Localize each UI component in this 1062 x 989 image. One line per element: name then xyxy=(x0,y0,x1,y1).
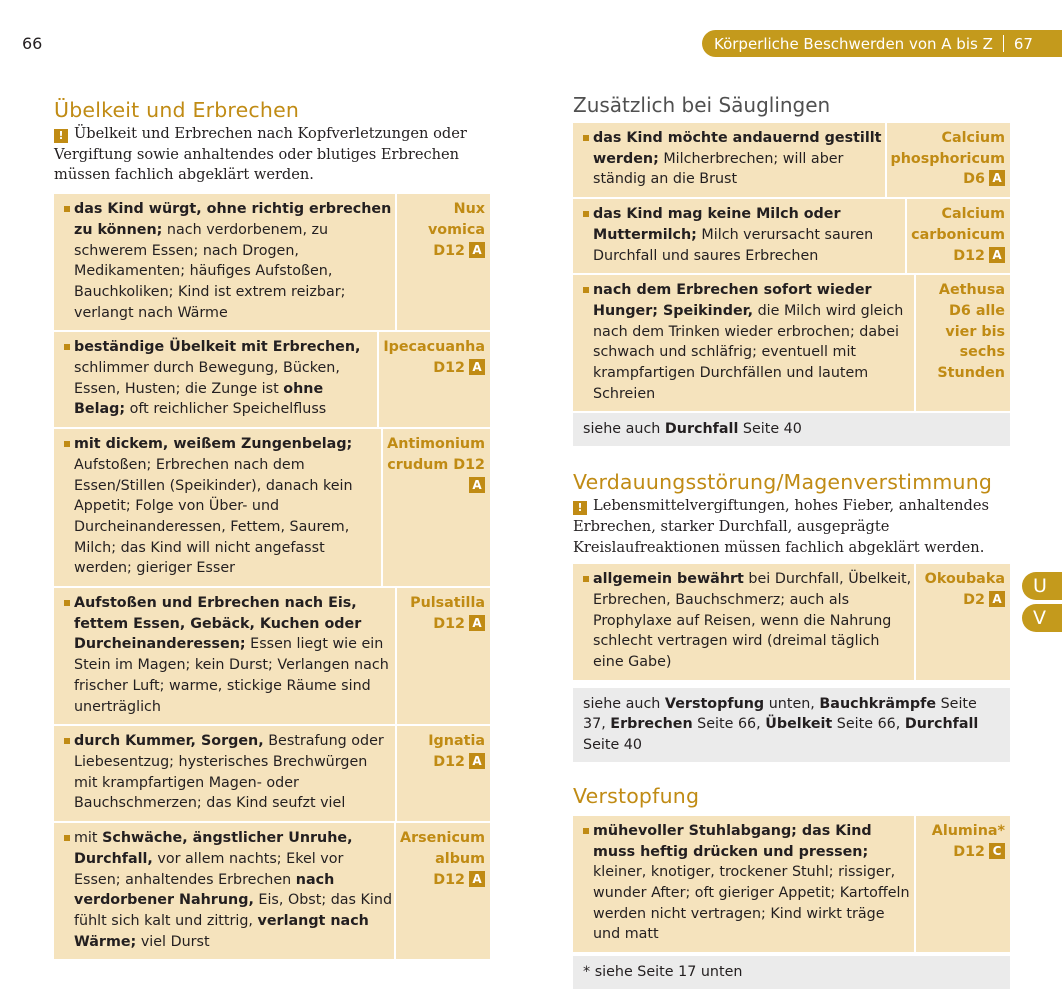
symptom-cell xyxy=(573,275,914,411)
remedy-cell xyxy=(887,123,1010,197)
symptom-text: Bestrafung oder Liebesentzug; hysterisches Brechwürgen mit krampfartigen Magen- oder Bauchschmerzen; das Kind seufzt viel xyxy=(74,733,384,812)
remedy-cell xyxy=(396,823,490,959)
footnote: * siehe Seite 17 unten xyxy=(573,956,1010,989)
potency-badge: A xyxy=(469,753,485,769)
bullet-icon xyxy=(583,287,589,293)
symptom-text: Aufstoßen; Erbrechen nach dem Essen/Stillen (Speikinder), danach kein Appetit; Folge von Über- und Durcheinanderessen, Fettem, Saurem, Milch; das Kind will nicht angefasst werden; gieriger Esser xyxy=(74,456,353,577)
symptom-text: bei Durchfall, Übelkeit, Erbrechen, Bauchschmerz; auch als Prophylaxe auf Reisen, wenn die Nahrung schlecht vertragen wird (dreimal täglich eine Gabe) xyxy=(593,571,912,671)
symptom-cell xyxy=(54,429,381,586)
remedy-name: Ipecacuanha D12 xyxy=(383,339,485,377)
symptom-keywords: durch Kummer, Sorgen, xyxy=(74,733,264,750)
warning-text: Übelkeit und Erbrechen nach Kopfverletzungen oder Vergiftung sowie anhaltendes oder blutiges Erbrechen müssen fachlich abgeklärt werden. xyxy=(54,125,467,184)
table-row xyxy=(54,429,490,586)
remedy-cell xyxy=(397,194,490,330)
see-also-infants: siehe auch Durchfall Seite 40 xyxy=(573,413,1010,446)
table-row xyxy=(54,726,490,821)
symptom-text: Milch verursacht sauren Durchfall und saures Erbrechen xyxy=(593,226,874,264)
remedy-cell xyxy=(397,726,490,821)
remedy-name: Nux vomica D12 xyxy=(427,201,485,259)
table-row xyxy=(573,199,1010,273)
bullet-icon xyxy=(64,600,70,606)
running-header xyxy=(702,30,1062,57)
bullet-icon xyxy=(583,135,589,141)
potency-badge: C xyxy=(989,843,1005,859)
warning-text: Lebensmittelvergiftungen, hohes Fieber, anhaltendes Erbrechen, starker Durchfall, ausgeprägte Kreislaufreaktionen müssen fachlich abgeklärt werden. xyxy=(573,497,989,556)
symptom-cell xyxy=(573,123,885,197)
symptom-keywords: mühevoller Stuhlabgang; das Kind muss heftig drücken und pressen; xyxy=(593,822,872,860)
symptom-cell xyxy=(54,823,394,959)
remedy-name: Antimonium crudum D12 xyxy=(387,436,485,473)
warning-indigestion xyxy=(573,496,1010,558)
symptom-cell xyxy=(573,564,914,680)
symptom-cell xyxy=(54,194,395,330)
table-row xyxy=(54,588,490,724)
potency-badge: A xyxy=(469,359,485,375)
left-column xyxy=(54,96,490,961)
symptom-text: Essen liegt wie ein Stein im Magen; kein Durst; Verlangen nach frischer Luft; warme, stickige Räume sind unerträglich xyxy=(74,636,389,715)
remedy-cell xyxy=(379,332,490,427)
section-title-constipation: Verstopfung xyxy=(573,783,700,808)
symptom-text: mit xyxy=(74,830,103,847)
potency-badge: A xyxy=(469,615,485,631)
remedy-name: Okoubaka D2 xyxy=(924,571,1005,608)
symptom-text: Milcherbrechen; will aber ständig an die Brust xyxy=(593,150,844,188)
symptom-keywords: das Kind mag keine Milch oder Muttermilch; xyxy=(593,206,841,243)
remedy-name: Pulsatilla D12 xyxy=(410,595,485,632)
symptom-keywords: mit dickem, weißem Zungenbelag; xyxy=(74,436,353,453)
remedy-table-infants xyxy=(573,123,1010,411)
table-row xyxy=(573,816,1010,952)
symptom-text: die Milch wird gleich nach dem Trinken wieder erbrochen; dabei schwach und schläfrig; eventuell mit krampfartigen Durchfällen und lautem Schreien xyxy=(593,302,904,402)
symptom-text: viel Durst xyxy=(136,933,210,950)
remedy-cell xyxy=(916,564,1010,680)
page-number-left: 66 xyxy=(22,34,43,53)
symptom-text: vor allem nachts; Ekel vor Essen; anhaltendes Erbrechen xyxy=(74,850,344,888)
symptom-cell xyxy=(54,726,395,821)
bullet-icon xyxy=(64,738,70,744)
warning-icon: ! xyxy=(54,129,68,143)
bullet-icon xyxy=(583,828,589,834)
symptom-keywords: beständige Übelkeit mit Erbrechen, xyxy=(74,339,361,356)
symptom-keywords: allgemein bewährt xyxy=(593,571,744,588)
remedy-table-constipation xyxy=(573,816,1010,952)
table-row xyxy=(54,823,490,959)
bullet-icon xyxy=(64,441,70,447)
remedy-cell xyxy=(916,275,1010,411)
potency-badge: A xyxy=(469,477,485,493)
section-title-nausea: Übelkeit und Erbrechen xyxy=(54,98,300,122)
bullet-icon xyxy=(583,576,589,582)
subsection-title-infants: Zusätzlich bei Säuglingen xyxy=(573,93,831,117)
right-column xyxy=(573,92,1010,989)
symptom-text: kleiner, knotiger, trockener Stuhl; rissiger, wunder After; oft gieriger Appetit; Kartoffeln werden nicht vertragen; Kind wirkt träge und matt xyxy=(593,864,910,943)
bullet-icon xyxy=(583,211,589,217)
remedy-cell xyxy=(916,816,1010,952)
thumb-index-tab-u[interactable]: U xyxy=(1022,572,1062,600)
potency-badge: A xyxy=(989,170,1005,186)
remedy-cell xyxy=(383,429,490,586)
symptom-keywords: das Kind möchte andauernd gestillt werden; xyxy=(593,130,882,167)
symptom-keywords: nach verdorbener Nahrung, xyxy=(74,871,335,909)
see-also-indigestion: siehe auch Verstopfung unten, Bauchkrämpfe Seite 37, Erbrechen Seite 66, Übelkeit Seite 66, Durchfall Seite 40 xyxy=(573,688,1010,762)
symptom-keywords: das Kind würgt, ohne richtig erbrechen zu können; xyxy=(74,201,392,238)
remedy-cell xyxy=(907,199,1010,273)
symptom-text: oft reichlicher Speichelfluss xyxy=(125,401,327,418)
remedy-cell xyxy=(397,588,490,724)
thumb-index-tab-v[interactable]: V xyxy=(1022,604,1062,632)
remedy-name: Aethusa D6 alle vier bis sechs Stunden xyxy=(937,282,1005,382)
table-row xyxy=(54,194,490,330)
warning-nausea xyxy=(54,124,490,186)
bullet-icon xyxy=(64,206,70,212)
symptom-text: nach verdorbenem, zu schwerem Essen; nach Drogen, Medikamenten; häufiges Aufstoßen, Bauchkoliken; Kind ist extrem reizbar; verlangt nach Wärme xyxy=(74,221,346,321)
running-header-title: Körperliche Beschwerden von A bis Z xyxy=(714,34,993,53)
potency-badge: A xyxy=(989,591,1005,607)
remedy-table-nausea xyxy=(54,194,490,959)
symptom-keywords: verlangt nach Wärme; xyxy=(74,912,369,950)
symptom-keywords: nach dem Erbrechen sofort wieder Hunger; Speikinder, xyxy=(593,282,872,319)
symptom-cell xyxy=(573,816,914,952)
table-row xyxy=(573,275,1010,411)
potency-badge: A xyxy=(469,242,485,258)
symptom-keywords: Schwäche, ängstlicher Unruhe, Durchfall, xyxy=(74,830,353,867)
remedy-name: Arsenicum album D12 xyxy=(400,830,485,888)
potency-badge: A xyxy=(469,871,485,887)
table-row xyxy=(54,332,490,427)
remedy-name: Ignatia D12 xyxy=(428,733,485,770)
symptom-text: Eis, Obst; das Kind fühlt sich kalt und zittrig, xyxy=(74,892,393,929)
remedy-table-indigestion xyxy=(573,564,1010,680)
remedy-name: Alumina* D12 xyxy=(931,822,1005,860)
cross-reference: Durchfall xyxy=(664,421,739,438)
page-number-right: 67 xyxy=(1013,34,1033,53)
symptom-keywords: ohne Belag; xyxy=(74,380,324,418)
symptom-cell xyxy=(54,588,395,724)
symptom-cell xyxy=(54,332,377,427)
section-title-indigestion: Verdauungsstörung/Magenverstimmung xyxy=(573,470,993,495)
header-divider xyxy=(1003,35,1004,52)
table-row xyxy=(573,564,1010,680)
symptom-keywords: Aufstoßen und Erbrechen nach Eis, fettem Essen, Gebäck, Kuchen oder Durcheinanderessen; xyxy=(74,595,362,653)
table-row xyxy=(573,123,1010,197)
warning-icon: ! xyxy=(573,501,587,515)
remedy-name: Calcium carbonicum D12 xyxy=(911,206,1005,264)
symptom-text: schlimmer durch Bewegung, Bücken, Essen, Husten; die Zunge ist xyxy=(74,360,340,397)
bullet-icon xyxy=(64,835,70,841)
bullet-icon xyxy=(64,344,70,350)
remedy-name: Calcium phosphoricum D6 xyxy=(890,130,1005,188)
potency-badge: A xyxy=(989,247,1005,263)
symptom-cell xyxy=(573,199,905,273)
